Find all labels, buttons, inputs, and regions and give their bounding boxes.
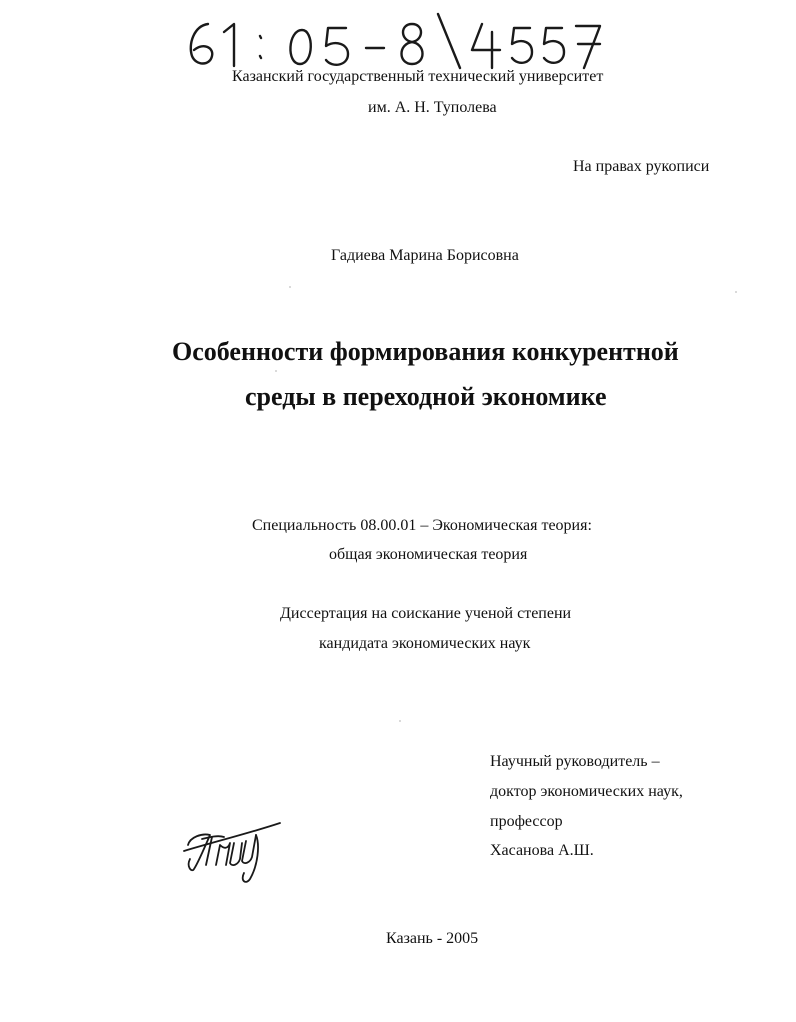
degree-line-1: Диссертация на соискание ученой степени: [280, 605, 572, 622]
rights-note: На правах рукописи: [573, 158, 710, 175]
author-name: Гадиева Марина Борисовна: [331, 247, 519, 264]
degree-line-2: кандидата экономических наук: [319, 635, 531, 652]
supervisor-role: Научный руководитель –: [490, 753, 660, 770]
handwritten-signature: [180, 815, 290, 885]
specialty-line-2: общая экономическая теория: [329, 546, 528, 563]
scan-speck: [735, 291, 737, 293]
scan-speck: [275, 370, 277, 372]
scan-speck: [399, 720, 401, 722]
dissertation-title-line-2: среды в переходной экономике: [245, 382, 607, 411]
supervisor-degree: доктор экономических наук,: [490, 783, 683, 800]
scan-speck: [289, 286, 291, 288]
supervisor-title: профессор: [490, 813, 563, 830]
supervisor-name: Хасанова А.Ш.: [490, 842, 594, 859]
dissertation-title-line-1: Особенности формирования конкурентной: [172, 337, 679, 366]
specialty-line-1: Специальность 08.00.01 – Экономическая теория:: [252, 517, 592, 534]
university-name: Казанский государственный технический университет: [232, 68, 604, 85]
handwritten-catalog-code: [180, 10, 610, 72]
university-named-after: им. А. Н. Туполева: [368, 99, 497, 116]
city-year: Казань - 2005: [386, 930, 479, 947]
